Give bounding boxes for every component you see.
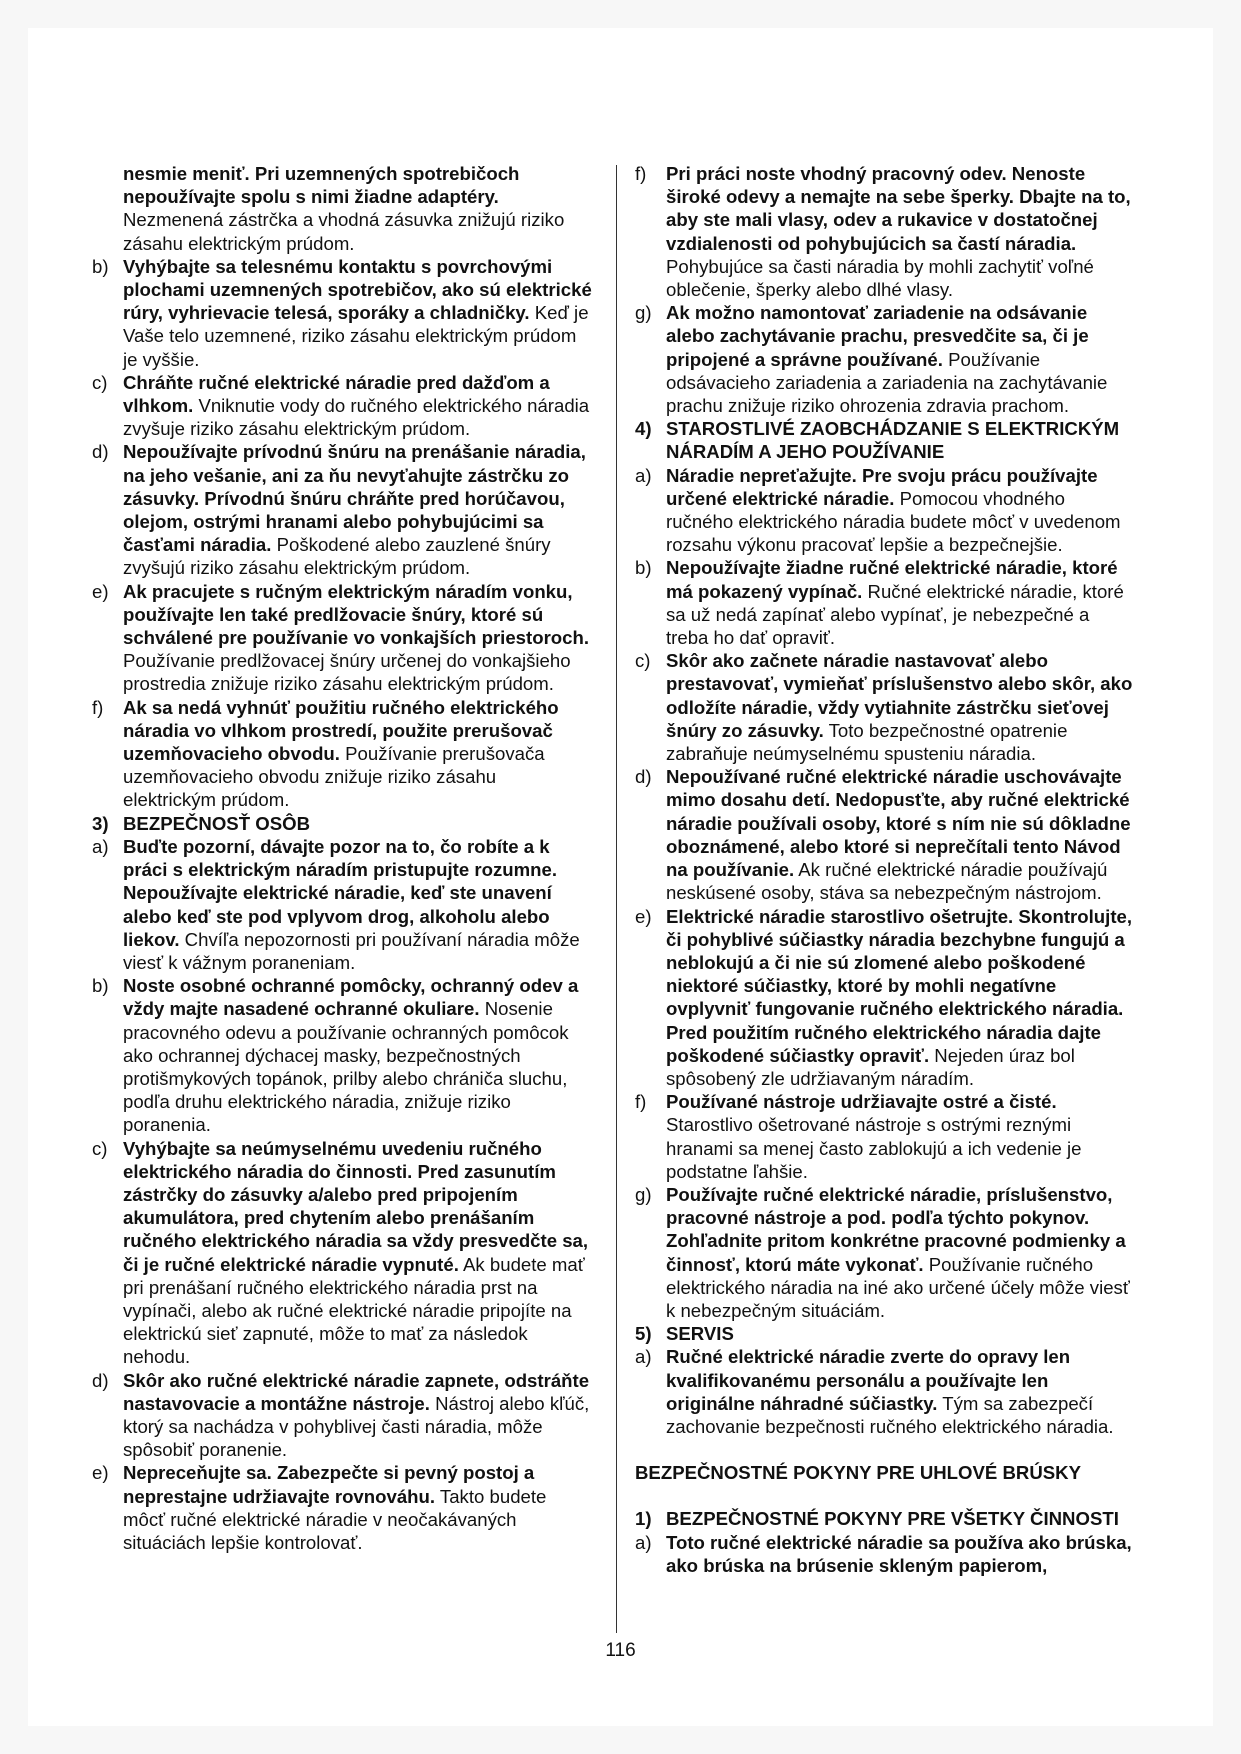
item-bold: Náradie nepreťažujte. Pre svoju prácu používajte určené elektrické náradie. (666, 464, 1098, 509)
item-label: a) (92, 835, 109, 857)
item-bold: Ak sa nedá vyhnúť použitiu ručného elektrického náradia vo vlhkom prostredí, použite prerušovač uzemňovacieho obvodu. (123, 696, 559, 765)
item-text: Pomocou vhodného ručného elektrického náradia budete môcť v uvedenom rozsahu výkonu pracovať lepšie a bezpečnejšie. (666, 487, 1121, 556)
list-item (635, 1183, 1135, 1322)
item-text: Keď je Vaše telo uzemnené, riziko zásahu elektrickým prúdom je vyššie. (123, 302, 589, 370)
item-text: Tým sa zabezpečí zachovanie bezpečnosti ručného elektrického náradia. (666, 1392, 1114, 1437)
list-item (92, 255, 592, 371)
item-bold: Chráňte ručné elektrické náradie pred dažďom a vlhkom. (123, 371, 550, 417)
list-item (635, 905, 1135, 1091)
item-bold: Skôr ako ručné elektrické náradie zapnete, odstráňte nastavovacie a montážne nástroje. (123, 1369, 590, 1414)
item-bold: Nepoužívané ručné elektrické náradie uschovávajte mimo dosahu detí. Nedopusťte, aby ručné elektrické náradie používali osoby, ktoré s ním nie sú dôkladne oboznámené, alebo ktoré si neprečítali tento Návod na používanie. (666, 766, 1131, 881)
item-bold: Nepoužívajte prívodnú šnúru na prenášanie náradia, na jeho vešanie, ani za ňu nevyťahujte zástrčku zo zásuvky. Prívodnú šnúru chráňte pred horúčavou, olejom, ostrými hranami alebo pohybujúcimi sa časťami náradia. (123, 441, 586, 556)
item-text: Starostlivo ošetrované nástroje s ostrými reznými hranami sa menej často zablokujú a ich vedenie je podstatne ľahšie. (666, 1114, 1082, 1182)
item-bold: Nepoužívajte žiadne ručné elektrické náradie, ktoré má pokazený vypínač. (666, 557, 1118, 602)
section-number: 5) (635, 1323, 652, 1345)
item-bold: Používajte ručné elektrické náradie, príslušenstvo, pracovné nástroje a pod. podľa týchto pokynov. Zohľadnite pritom konkrétne pracovné podmienky a činnosť, ktorú máte vykonať. (666, 1183, 1126, 1275)
section-title: BEZPEČNOSTNÉ POKYNY PRE VŠETKY ČINNOSTI (666, 1508, 1119, 1530)
item-label: b) (92, 255, 109, 277)
section-title: SERVIS (666, 1323, 734, 1345)
list-item (92, 440, 592, 579)
item-label: c) (92, 371, 108, 393)
section-heading (92, 812, 592, 835)
item-label: d) (92, 441, 109, 463)
item-label: a) (635, 1346, 652, 1368)
list-item (635, 765, 1135, 904)
intro-bold: nesmie meniť. Pri uzemnených spotrebičoch nepoužívajte spolu s nimi žiadne adaptéry. (123, 163, 520, 208)
list-item (635, 1531, 1135, 1577)
item-text: Ručné elektrické náradie, ktoré sa už nedá zapínať alebo vypínať, je nebezpečné a treba ho dať opraviť. (666, 580, 1124, 649)
section-heading (635, 1322, 1135, 1345)
item-label: g) (635, 302, 652, 324)
item-text: Nosenie pracovného odevu a používanie ochranných pomôcok ako ochrannej dýchacej masky, bezpečnostných protišmykových topánok, prilby alebo chrániča sluchu, podľa druhu elektrického náradia, znižuje riziko poranenia. (123, 998, 569, 1136)
item-text: Chvíľa nepozornosti pri používaní náradia môže viesť k vážnym poraneniam. (123, 928, 580, 973)
list-item (92, 835, 592, 974)
list-item (92, 1137, 592, 1369)
section-number: 4) (635, 418, 652, 440)
item-bold: Skôr ako začnete náradie nastavovať alebo prestavovať, vymieňať príslušenstvo alebo skôr, ako odložíte náradie, vždy vytiahnite zástrčku sieťovej šnúry zo zásuvky. (666, 650, 1133, 741)
item-label: a) (635, 1531, 652, 1553)
list-item (635, 1090, 1135, 1183)
list-item (635, 301, 1135, 417)
item-text: Používanie ručného elektrického náradia na iné ako určené účely môže viesť k nebezpečným situáciám. (666, 1253, 1130, 1321)
item-bold: Používané nástroje udržiavajte ostré a čisté. (666, 1091, 1057, 1113)
list-item (635, 1345, 1135, 1438)
item-bold: Buďte pozorní, dávajte pozor na to, čo robíte a k práci s elektrickým náradím pristupujte rozumne. Nepoužívajte elektrické náradie, keď ste unavení alebo keď ste pod vplyvom drog, alkoholu alebo liekov. (123, 835, 557, 950)
item-bold: Pri práci noste vhodný pracovný odev. Nenoste široké odevy a nemajte na sebe šperky. Dbajte na to, aby ste mali vlasy, odev a rukavice v dostatočnej vzdialenosti od pohybujúcich sa častí náradia. (666, 163, 1131, 254)
column-divider (616, 165, 617, 1633)
item-bold: Vyhýbajte sa neúmyselnému uvedeniu ručného elektrického náradia do činnosti. Pred zasunutím zástrčky do zásuvky a/alebo pred pripojením akumulátora, pred chytením alebo prenášaním ručného elektrického náradia sa vždy presvedčte sa, či je ručné elektrické náradie vypnuté. (123, 1137, 589, 1275)
item-bold: Ručné elektrické náradie zverte do opravy len kvalifikovanému personálu a používajte len originálne náhradné súčiastky. (666, 1346, 1071, 1414)
section-heading (635, 417, 1135, 463)
right-column (635, 162, 1135, 1577)
item-label: e) (635, 905, 652, 927)
item-text: Pohybujúce sa časti náradia by mohli zachytiť voľné oblečenie, šperky alebo dlhé vlasy. (666, 255, 1094, 301)
item-label: d) (635, 766, 652, 788)
item-text: Ak budete mať pri prenášaní ručného elektrického náradia prst na vypínači, alebo ak ručné elektrické náradie pripojíte na elektrickú sieť zapnuté, môže to mať za následok nehodu. (123, 1253, 585, 1368)
list-item (92, 580, 592, 696)
list-item (635, 556, 1135, 649)
section-title: STAROSTLIVÉ ZAOBCHÁDZANIE S ELEKTRICKÝM NÁRADÍM A JEHO POUŽÍVANIE (666, 418, 1120, 463)
list-item (92, 1461, 592, 1554)
item-label: c) (92, 1137, 108, 1159)
item-text: Ak ručné elektrické náradie používajú neskúsené osoby, stáva sa nebezpečným nástrojom. (666, 859, 1108, 904)
item-label: g) (635, 1183, 652, 1205)
item-text: Toto bezpečnostné opatrenie zabraňuje neúmyselnému spusteniu náradia. (666, 719, 1068, 765)
section-number: 3) (92, 812, 109, 834)
item-bold: Ak pracujete s ručným elektrickým náradím vonku, používajte len také predlžovacie šnúry, ktoré sú schválené pre používanie vo vonkajších priestoroch. (123, 580, 590, 649)
item-text: Takto budete môcť ručné elektrické náradie v neočakávaných situáciách lepšie kontrolovať. (123, 1485, 547, 1553)
item-bold: Ak možno namontovať zariadenie na odsávanie alebo zachytávanie prachu, presvedčite sa, či je pripojené a správne používané. (666, 302, 1089, 370)
item-label: f) (635, 163, 647, 184)
item-label: b) (92, 975, 109, 997)
section-number: 1) (635, 1508, 652, 1530)
list-item (635, 162, 1135, 301)
main-title: BEZPEČNOSTNÉ POKYNY PRE UHLOVÉ BRÚSKY (635, 1462, 1081, 1484)
intro-text: Nezmenená zástrčka a vhodná zásuvka znižujú riziko zásahu elektrickým prúdom. (123, 209, 565, 254)
item-text: Nástroj alebo kľúč, ktorý sa nachádza v pohyblivej časti náradia, môže spôsobiť poranenie. (123, 1392, 590, 1461)
page-number: 116 (605, 1640, 636, 1661)
item-bold: Elektrické náradie starostlivo ošetrujte. Skontrolujte, či pohyblivé súčiastky náradia bezchybne fungujú a neblokujú a či nie sú zlomené alebo poškodené niektoré súčiastky, ktoré by mohli negatívne ovplyvniť fungovanie ručného elektrického náradia. Pred použitím ručného elektrického náradia dajte poškodené súčiastky opraviť. (666, 905, 1133, 1066)
item-bold: Vyhýbajte sa telesnému kontaktu s povrchovými plochami uzemnených spotrebičov, ako sú elektrické rúry, vyhrievacie telesá, sporáky a chladničky. (123, 255, 592, 324)
left-column (92, 162, 592, 1554)
item-bold: Noste osobné ochranné pomôcky, ochranný odev a vždy majte nasadené ochranné okuliare. (123, 975, 579, 1020)
item-label: f) (92, 696, 104, 718)
list-item (92, 1369, 592, 1462)
list-item (635, 464, 1135, 557)
item-label: e) (92, 1462, 109, 1484)
item-label: f) (635, 1091, 647, 1113)
item-label: c) (635, 650, 651, 672)
item-text: Vniknutie vody do ručného elektrického náradia zvyšuje riziko zásahu elektrickým prúdom. (123, 395, 590, 440)
item-text: Nejeden úraz bol spôsobený zle udržiavaným náradím. (666, 1044, 1075, 1089)
item-bold: Nepreceňujte sa. Zabezpečte si pevný postoj a neprestajne udržiavajte rovnováhu. (123, 1462, 535, 1507)
list-item (92, 974, 592, 1136)
item-text: Používanie predlžovacej šnúry určenej do vonkajšieho prostredia znižuje riziko zásahu elektrickým prúdom. (123, 650, 571, 695)
section-heading (635, 1507, 1135, 1530)
item-label: b) (635, 557, 652, 579)
list-item (92, 696, 592, 812)
intro-paragraph (92, 162, 592, 255)
list-item (635, 649, 1135, 765)
item-label: e) (92, 580, 109, 602)
item-text: Poškodené alebo zauzlené šnúry zvyšujú riziko zásahu elektrickým prúdom. (123, 534, 551, 579)
item-label: a) (635, 464, 652, 486)
item-text: Používanie odsávacieho zariadenia a zariadenia na zachytávanie prachu znižuje riziko ohrozenia zdravia prachom. (666, 348, 1108, 417)
item-label: d) (92, 1369, 109, 1391)
item-text: Používanie prerušovača uzemňovacieho obvodu znižuje riziko zásahu elektrickým prúdom. (123, 743, 545, 811)
list-item (92, 371, 592, 441)
section-title: BEZPEČNOSŤ OSÔB (123, 812, 310, 834)
item-bold: Toto ručné elektrické náradie sa používa ako brúska, ako brúska na brúsenie skleným papierom, (666, 1531, 1132, 1576)
